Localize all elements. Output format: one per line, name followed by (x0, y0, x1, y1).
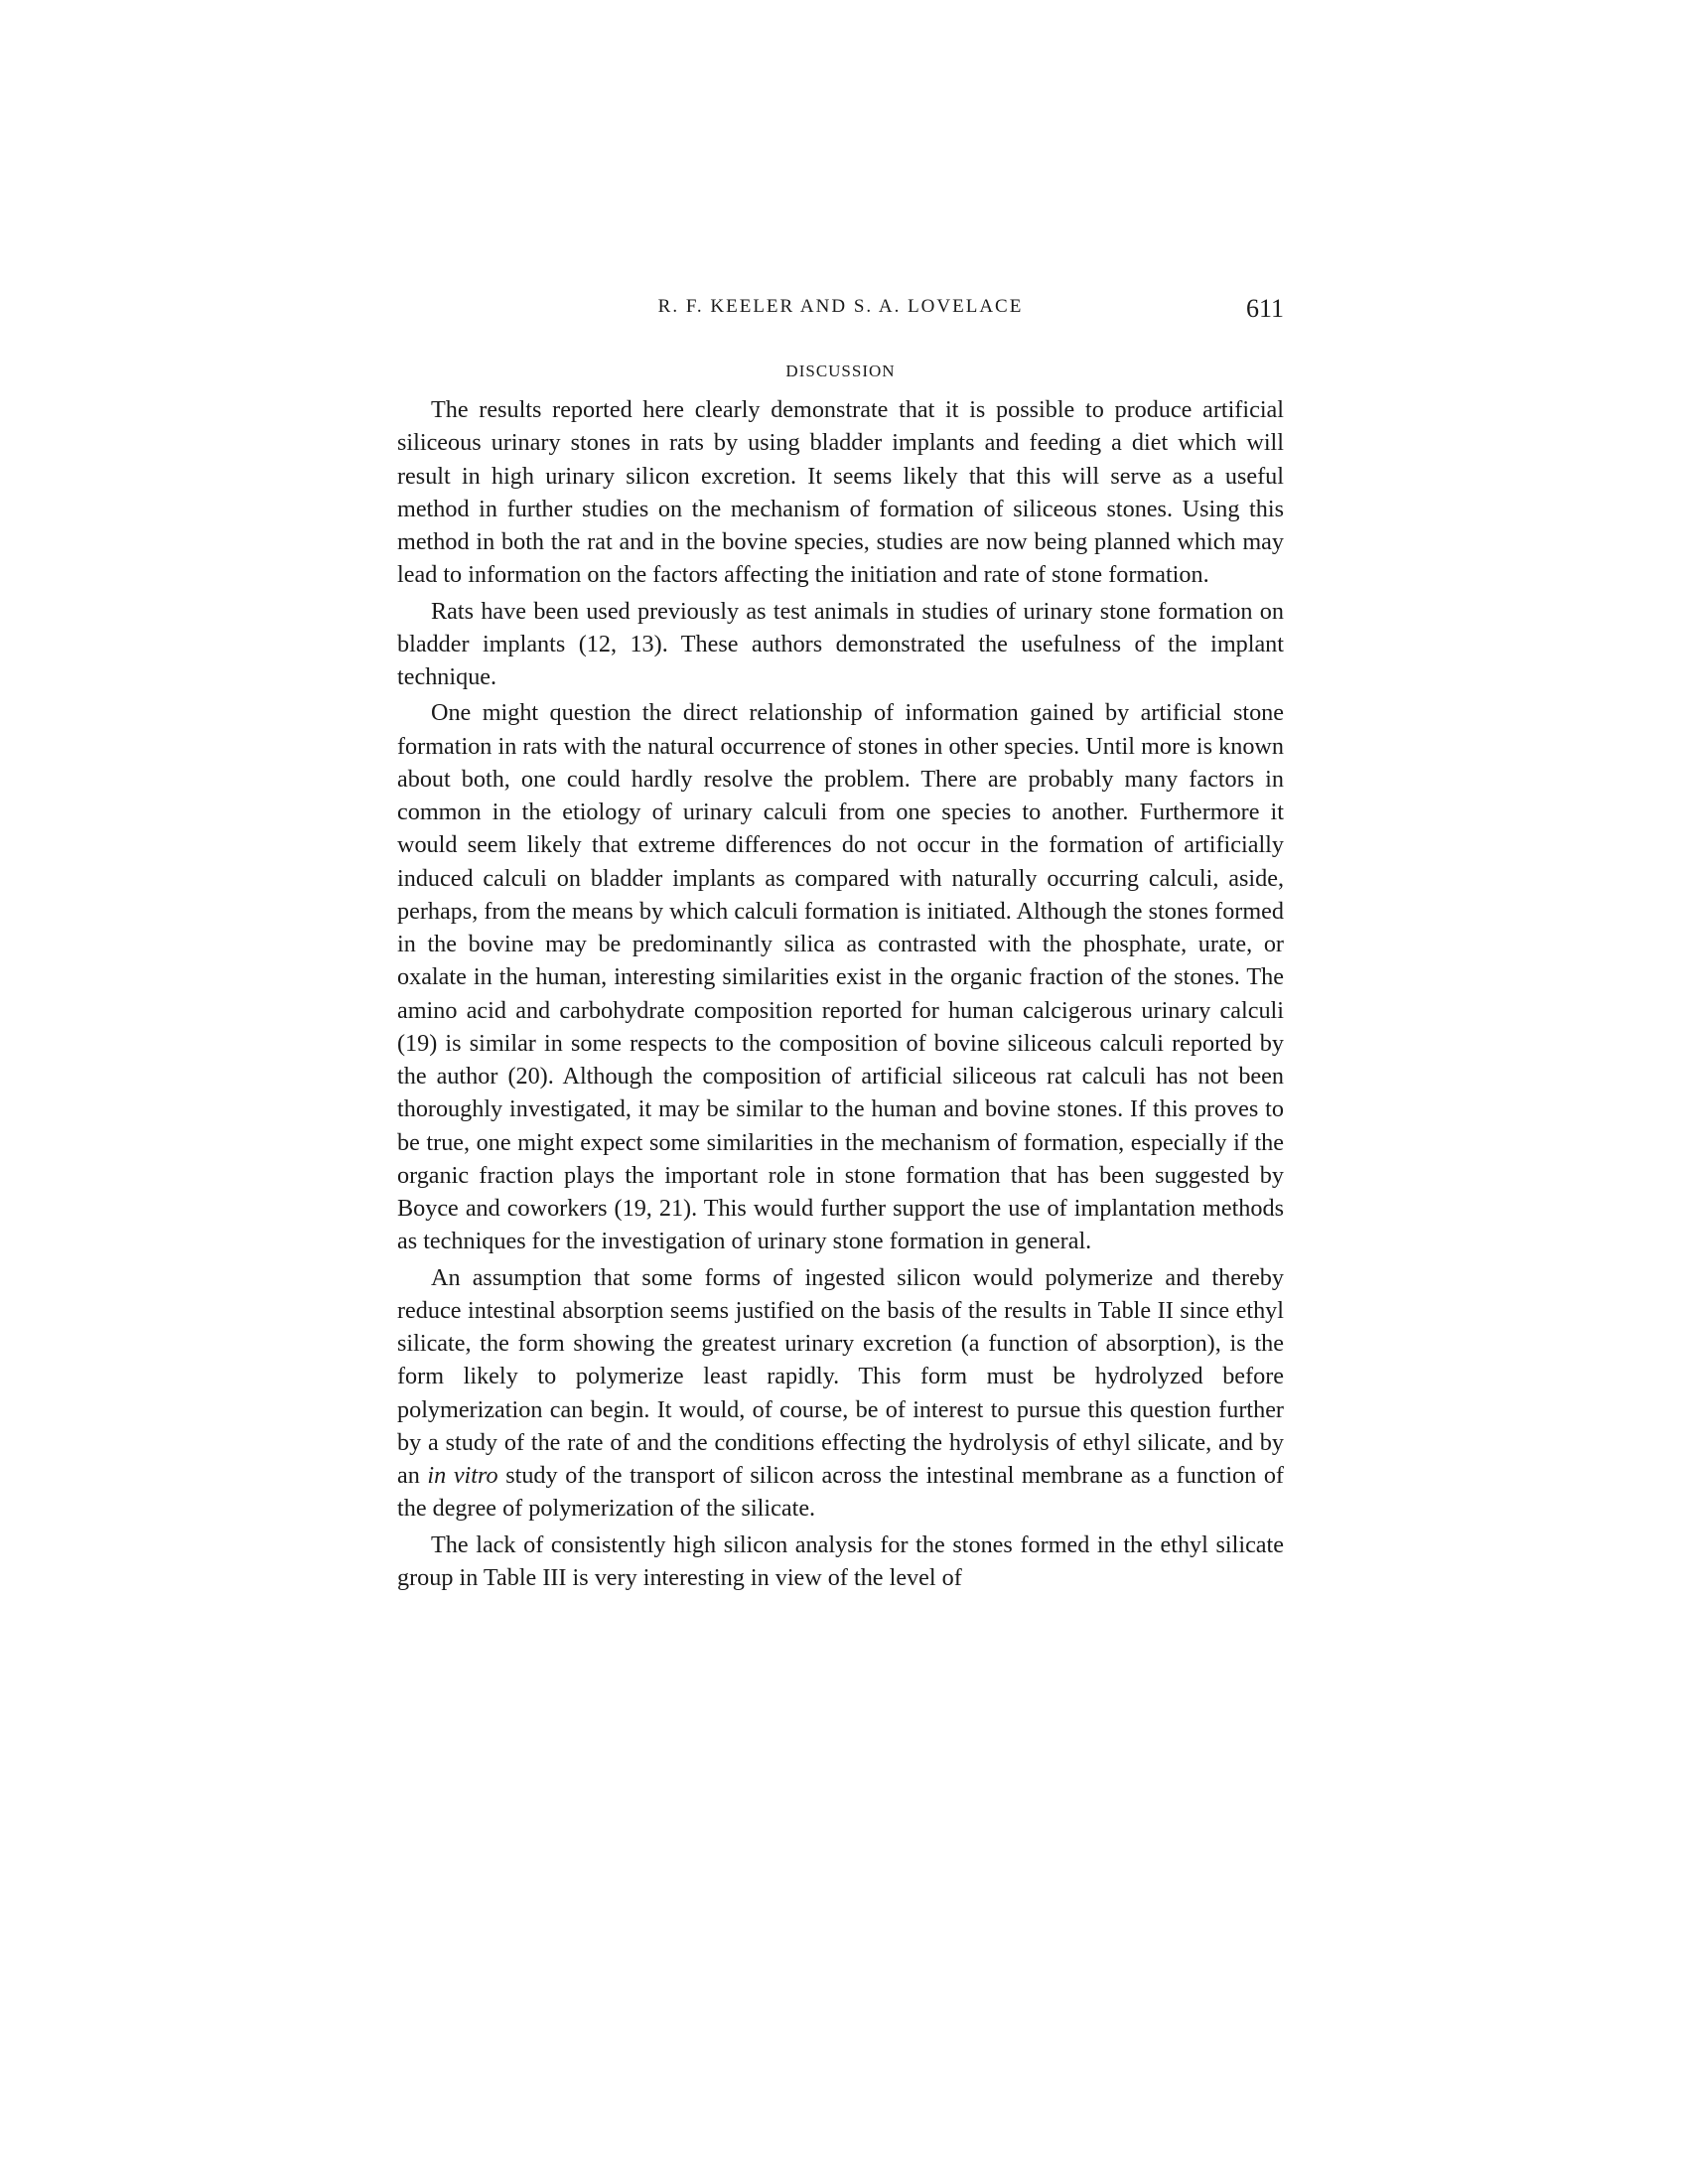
running-title: R. F. KEELER AND S. A. LOVELACE (657, 296, 1024, 317)
body-text (397, 393, 1284, 1594)
paragraph-4-text-after: study of the transport of silicon across the intestinal membrane as a function of the degree of polymerization of the silicate. (397, 1462, 1284, 1523)
paragraph-1: The results reported here clearly demonstrate that it is possible to produce artificial siliceous urinary stones in rats by using bladder implants and feeding a diet which will result in high urinary silicon excretion. It seems likely that this will serve as a useful method in further studies on the mechanism of formation of siliceous stones. Using this method in both the rat and in the bovine species, studies are now being planned which may lead to information on the factors affecting the initiation and rate of stone formation. (397, 396, 1284, 589)
paragraph-4-italic-term: in vitro (427, 1462, 498, 1489)
page-number: 611 (1245, 294, 1284, 323)
paragraph-4 (397, 1261, 1284, 1526)
section-heading: DISCUSSION (785, 362, 896, 380)
paragraph-5: The lack of consistently high silicon analysis for the stones formed in the ethyl silicate group in Table III is very interesting in view of the level of (397, 1530, 1284, 1591)
paragraph-3: One might question the direct relationship of information gained by artificial stone formation in rats with the natural occurrence of stones in other species. Until more is known about both, one could hardly resolve the problem. There are probably many factors in common in the etiology of urinary calculi from one species to another. Furthermore it would seem likely that extreme differences do not occur in the formation of artificially induced calculi on bladder implants as compared with naturally occurring calculi, aside, perhaps, from the means by which calculi formation is initiated. Although the stones formed in the bovine may be predominantly silica as contrasted with the phosphate, urate, or oxalate in the human, interesting similarities exist in the organic fraction of the stones. The amino acid and carbohydrate composition reported for human calcigerous urinary calculi (19) is similar in some respects to the composition of bovine siliceous calculi reported by the author (20). Although the composition of artificial siliceous rat calculi has not been thoroughly investigated, it may be similar to the human and bovine stones. If this proves to be true, one might expect some similarities in the mechanism of formation, especially if the organic fraction plays the important role in stone formation that has been suggested by Boyce and coworkers (19, 21). This would further support the use of implantation methods as techniques for the investigation of urinary stone formation in general. (397, 699, 1284, 1255)
running-head (397, 294, 1284, 324)
paragraph-4-text-before: An assumption that some forms of ingested silicon would polymerize and thereby reduce intestinal absorption seems justified on the basis of the results in Table II since ethyl silicate, the form showing the greatest urinary excretion (a function of absorption), is the form likely to polymerize least rapidly. This form must be hydrolyzed before polymerization can begin. It would, of course, be of interest to pursue this question further by a study of the rate of and the conditions effecting the hydrolysis of ethyl silicate, and by an (397, 1263, 1284, 1489)
paragraph-2: Rats have been used previously as test animals in studies of urinary stone formation on bladder implants (12, 13). These authors demonstrated the usefulness of the implant technique. (397, 597, 1284, 690)
